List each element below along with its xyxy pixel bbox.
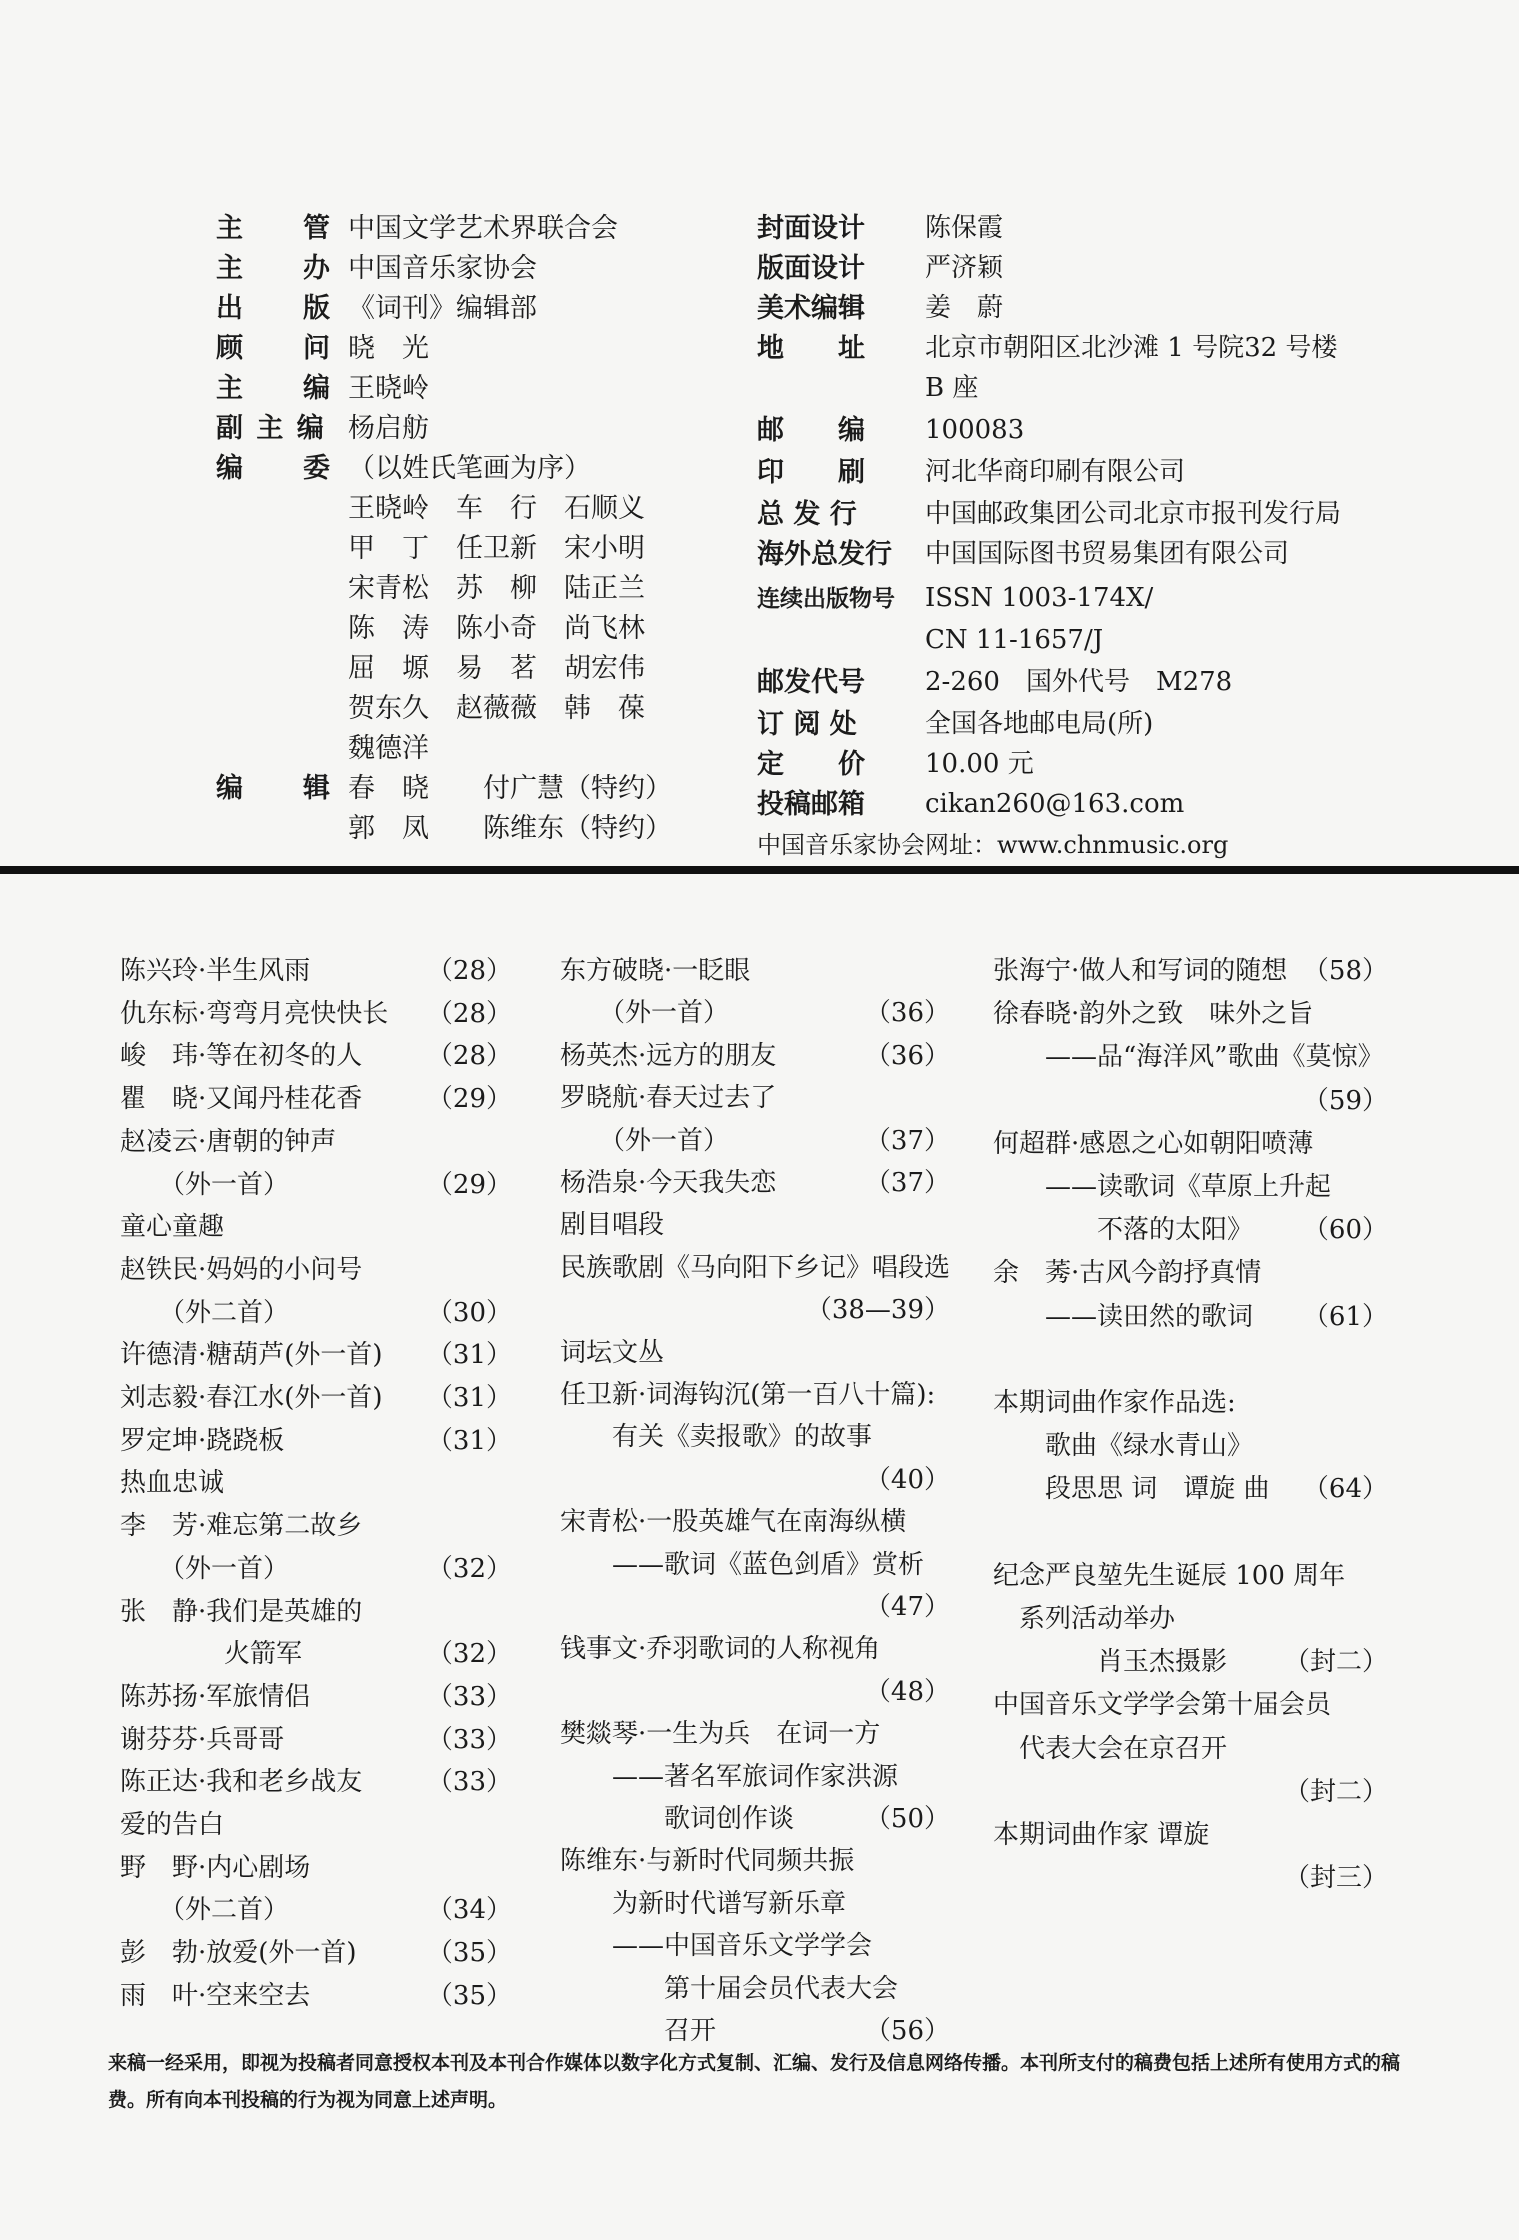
toc-entry-title: 彭 勃·放爱(外一首) [120, 1938, 357, 1969]
toc-page-number: （50） [864, 1804, 950, 1834]
toc-page-number: （34） [426, 1895, 512, 1926]
toc-page-number: （32） [426, 1639, 512, 1670]
toc-entry-title: 不落的太阳》 [993, 1215, 1254, 1246]
toc-entry-title: 罗定坤·跷跷板 [120, 1425, 285, 1456]
toc-entry-title: 杨浩泉·今天我失恋 [560, 1168, 777, 1198]
toc-entry-title: 段思思 词 谭旋 曲 [993, 1474, 1270, 1505]
toc-page-number: （31） [426, 1425, 512, 1456]
toc-entry-title: 系列活动举办 [993, 1604, 1176, 1634]
masthead-value: cikan260@163.com [925, 789, 1185, 819]
masthead-value: 王晓岭 [348, 373, 429, 404]
toc-page-number: （35） [426, 1980, 512, 2011]
toc-entry-title: 余 莠·古风今韵抒真情 [993, 1258, 1262, 1289]
toc-entry-title: 民族歌剧《马向阳下乡记》唱段选 [560, 1252, 951, 1283]
toc-page-number: （59） [1302, 1085, 1388, 1116]
masthead-label: 出 版 [216, 293, 332, 324]
masthead-label: 定 价 [757, 749, 865, 780]
masthead-value: 中国邮政集团公司北京市报刊发行局 [925, 499, 1342, 529]
toc-section-heading: 童心童趣 [120, 1212, 225, 1243]
toc-entry-title: 雨 叶·空来空去 [120, 1980, 311, 2011]
toc-page-number: （32） [426, 1553, 512, 1584]
toc-page-number: （47） [864, 1592, 950, 1622]
committee-row: 陈 涛 陈小奇 尚飞林 [348, 613, 645, 644]
masthead-value: 中国音乐家协会 [348, 253, 537, 284]
toc-page-number: （31） [426, 1340, 512, 1371]
masthead-value: 河北华商印刷有限公司 [925, 457, 1186, 487]
toc-entry-title: 许德清·糖葫芦(外一首) [120, 1340, 383, 1371]
masthead-value: 中国国际图书贸易集团有限公司 [925, 539, 1290, 569]
toc-entry-title: 纪念严良堃先生诞辰 100 周年 [993, 1560, 1346, 1591]
website-line: 中国音乐家协会网址：www.chnmusic.org [757, 831, 1229, 859]
masthead-label: 连续出版物号 [757, 585, 895, 612]
toc-entry-title: 陈正达·我和老乡战友 [120, 1767, 363, 1798]
toc-page-number: （40） [864, 1464, 950, 1495]
footer-notice: 来稿一经采用，即视为投稿者同意授权本刊及本刊合作媒体以数字化方式复制、汇编、发行及信息网络传播。本刊所支付的稿费包括上述所有使用方式的稿费。所有向本刊投稿的行为视为同意上述声明。 [108, 2052, 1401, 2111]
section-divider [0, 866, 1519, 874]
masthead-label: 美术编辑 [757, 293, 865, 324]
toc-page-number: （48） [864, 1676, 950, 1707]
toc-section-heading: 热血忠诚 [120, 1468, 225, 1499]
toc-entry-title: 赵铁民·妈妈的小问号 [120, 1254, 363, 1285]
toc-entry-title: 峻 玮·等在初冬的人 [120, 1041, 363, 1072]
masthead-value: 陈保霞 [925, 213, 1004, 243]
masthead-value: 北京市朝阳区北沙滩 1 号院32 号楼 [925, 333, 1338, 363]
toc-entry-title: 徐春晓·韵外之致 味外之旨 [993, 999, 1314, 1030]
toc-entry-title: 火箭军 [120, 1639, 303, 1670]
toc-entry-title: 陈苏扬·军旅情侣 [120, 1681, 311, 1712]
toc-entry-title: 樊燚琴·一生为兵 在词一方 [560, 1719, 881, 1750]
toc-entry-title: ——读歌词《草原上升起 [993, 1172, 1332, 1202]
toc-entry-title: （外二首） [120, 1297, 290, 1328]
masthead-value: 《词刊》编辑部 [348, 293, 537, 324]
toc-entry-title: 何超群·感恩之心如朝阳喷薄 [993, 1128, 1314, 1159]
committee-row: 甲 丁 任卫新 宋小明 [348, 533, 645, 564]
toc-page-number: （38—39） [805, 1295, 950, 1326]
toc-page-number: （35） [426, 1938, 512, 1969]
masthead-label: 主 管 [216, 213, 332, 244]
toc-entry-title: 罗晓航·春天过去了 [560, 1083, 777, 1114]
toc-page-number: （37） [864, 1125, 950, 1156]
toc-entry-title: 仇东标·弯弯月亮快快长 [120, 998, 389, 1029]
committee-row: 贺东久 赵薇薇 韩 葆 [348, 693, 645, 724]
toc-page-number: （33） [426, 1767, 512, 1798]
toc-entry-title: （外一首） [120, 1169, 290, 1200]
masthead-value: 姜 蔚 [925, 293, 1004, 323]
toc-entry-title: ——著名军旅词作家洪源 [560, 1761, 899, 1792]
masthead-value: ISSN 1003-174X/ [925, 583, 1154, 613]
toc-entry-title: 歌词创作谈 [560, 1804, 795, 1834]
masthead-label: 印 刷 [757, 457, 865, 488]
toc-page-number: （36） [864, 998, 950, 1029]
toc-entry-title: 肖玉杰摄影 [993, 1647, 1228, 1678]
toc-page-number: （37） [864, 1168, 950, 1198]
toc-page-number: （28） [426, 1041, 512, 1072]
toc-entry-title: （外一首） [560, 1125, 730, 1156]
toc-page-number: （31） [426, 1383, 512, 1413]
masthead-label: 邮 编 [757, 415, 865, 446]
toc-page-number: （封二） [1283, 1776, 1388, 1807]
toc-entry-title: 张 静·我们是英雄的 [120, 1596, 363, 1627]
masthead-label: 主 编 [216, 373, 332, 404]
masthead-value: 杨启舫 [348, 413, 429, 444]
toc-entry-title: 钱事文·乔羽歌词的人称视角 [560, 1634, 881, 1665]
masthead-label: 顾 问 [216, 333, 332, 364]
editor-row: 春 晓 付广慧（特约） [348, 773, 672, 804]
toc-entry-title: 中国音乐文学学会第十届会员 [993, 1690, 1332, 1721]
toc-entry-title: 宋青松·一股英雄气在南海纵横 [560, 1507, 907, 1538]
toc-entry-title: 本期词曲作家作品选: [993, 1388, 1236, 1418]
toc-entry-title: 代表大会在京召开 [993, 1733, 1228, 1764]
toc-page-number: （60） [1302, 1215, 1388, 1246]
masthead-value: （以姓氏笔画为序） [348, 453, 591, 484]
toc-page-number: （封二） [1283, 1647, 1388, 1678]
editors-label: 编 辑 [216, 773, 332, 804]
toc-page-number: （33） [426, 1681, 512, 1712]
toc-section-heading: 爱的告白 [120, 1810, 225, 1840]
toc-entry-title: ——品“海洋风”歌曲《莫惊》 [993, 1042, 1384, 1073]
masthead-value: 全国各地邮电局(所) [925, 709, 1154, 739]
masthead-value: 严济颖 [925, 253, 1004, 283]
masthead-label: 封面设计 [757, 213, 865, 244]
toc-page-number: （61） [1302, 1301, 1388, 1332]
toc-page-number: （28） [426, 956, 512, 986]
toc-entry-title: 张海宁·做人和写词的随想 [993, 956, 1288, 986]
masthead-label: 投稿邮箱 [757, 789, 865, 820]
toc-page-number: （28） [426, 998, 512, 1029]
toc-entry-title: （外一首） [560, 998, 730, 1029]
masthead-label: 订 阅 处 [757, 709, 857, 740]
toc-entry-title: ——中国音乐文学学会 [560, 1931, 873, 1962]
toc-page-number: （封三） [1283, 1863, 1388, 1894]
toc-entry-title: ——读田然的歌词 [993, 1301, 1254, 1332]
committee-row: 王晓岭 车 行 石顺义 [348, 493, 645, 524]
masthead-value: 晓 光 [348, 333, 429, 364]
toc-entry-title: 召开 [560, 2016, 717, 2046]
toc-entry-title: 陈维东·与新时代同频共振 [560, 1846, 855, 1877]
masthead-label: 总 发 行 [757, 499, 857, 530]
editor-row: 郭 凤 陈维东（特约） [348, 813, 672, 844]
masthead-label: 副 主 编 [216, 413, 326, 444]
toc-page-number: （64） [1302, 1474, 1388, 1505]
toc-entry-title: 野 野·内心剧场 [120, 1852, 311, 1883]
toc-page-number: （33） [426, 1724, 512, 1755]
toc-page-number: （56） [864, 2016, 950, 2046]
masthead-value: 10.00 元 [925, 749, 1034, 779]
masthead-label: 地 址 [757, 333, 865, 364]
toc-entry-title: 任卫新·词海钩沉(第一百八十篇): [560, 1380, 936, 1410]
toc-entry-title: 本期词曲作家 谭旋 [993, 1820, 1210, 1850]
toc-entry-title: ——歌词《蓝色剑盾》赏析 [560, 1549, 925, 1580]
committee-row: 魏德洋 [348, 733, 429, 764]
masthead-label: 主 办 [216, 253, 332, 284]
toc-entry-title: 赵凌云·唐朝的钟声 [120, 1126, 337, 1157]
toc-entry-title: 第十届会员代表大会 [560, 1973, 899, 2004]
masthead-label: 版面设计 [757, 253, 865, 284]
toc-page-number: （58） [1302, 956, 1388, 986]
toc-entry-title: 陈兴玲·半生风雨 [120, 956, 311, 986]
toc-entry-title: 歌曲《绿水青山》 [993, 1431, 1254, 1462]
masthead-value: 2-260 国外代号 M278 [925, 667, 1233, 697]
toc-entry-title: （外一首） [120, 1553, 290, 1584]
masthead-value: 中国文学艺术界联合会 [348, 213, 618, 244]
toc-entry-title: 有关《卖报歌》的故事 [560, 1422, 873, 1453]
toc-entry-title: 为新时代谱写新乐章 [560, 1888, 847, 1919]
committee-row: 宋青松 苏 柳 陆正兰 [348, 573, 645, 604]
toc-page-number: （29） [426, 1084, 512, 1115]
toc-page-number: （29） [426, 1169, 512, 1200]
toc-entry-title: 瞿 晓·又闻丹桂花香 [120, 1084, 363, 1115]
committee-row: 屈 塬 易 茗 胡宏伟 [348, 653, 645, 684]
masthead-label: 编 委 [216, 453, 332, 484]
masthead-value: 100083 [925, 415, 1025, 445]
toc-entry-title: 东方破晓·一眨眼 [560, 956, 751, 986]
toc-entry-title: 李 芳·难忘第二故乡 [120, 1511, 363, 1542]
toc-page-number: （30） [426, 1297, 512, 1328]
toc-entry-title: 刘志毅·春江水(外一首) [120, 1383, 383, 1413]
toc-entry-title: 杨英杰·远方的朋友 [560, 1040, 777, 1071]
toc-entry-title: 谢芬芬·兵哥哥 [120, 1724, 285, 1755]
toc-entry-title: （外二首） [120, 1895, 290, 1926]
toc-section-heading: 剧目唱段 [560, 1210, 665, 1241]
masthead-label: 邮发代号 [757, 667, 865, 698]
toc-section-heading: 词坛文丛 [560, 1337, 665, 1368]
toc-page-number: （36） [864, 1040, 950, 1071]
masthead-label: 海外总发行 [757, 539, 892, 570]
masthead-value: B 座 [925, 373, 979, 403]
masthead-value: CN 11-1657/J [925, 625, 1104, 655]
